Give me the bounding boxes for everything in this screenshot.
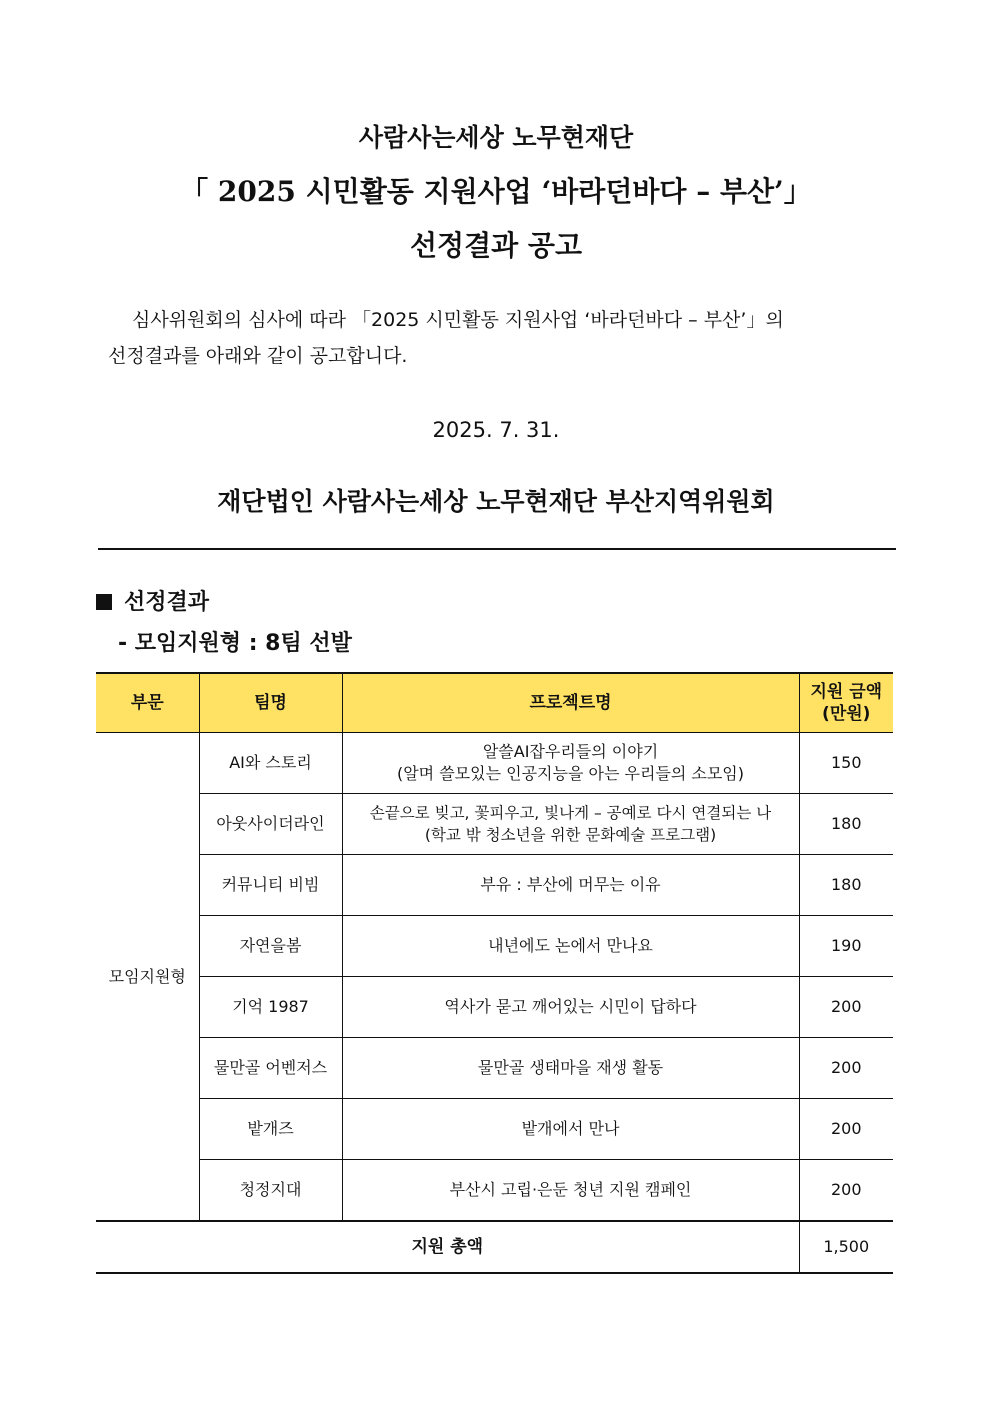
header-amount-line1: 지원 금액 bbox=[810, 682, 883, 702]
header-amount-line2: (만원) bbox=[822, 704, 871, 724]
team-cell: 청정지대 bbox=[199, 1160, 342, 1222]
total-amount: 1,500 bbox=[799, 1221, 893, 1273]
table-row bbox=[96, 916, 893, 977]
total-label: 지원 총액 bbox=[96, 1221, 799, 1273]
intro-paragraph bbox=[108, 302, 892, 374]
team-cell: 아웃사이더라인 bbox=[199, 794, 342, 855]
amount-cell: 180 bbox=[799, 855, 893, 916]
project-cell bbox=[342, 794, 799, 855]
project-line1: 알쓸AI잡우리들의 이야기 bbox=[482, 742, 659, 761]
intro-line-2: 선정결과를 아래와 같이 공고합니다. bbox=[108, 345, 408, 367]
header-team: 팀명 bbox=[199, 673, 342, 733]
amount-cell: 200 bbox=[799, 1038, 893, 1099]
table-row bbox=[96, 1038, 893, 1099]
table-row bbox=[96, 855, 893, 916]
notice-date: 2025. 7. 31. bbox=[432, 418, 560, 442]
divider bbox=[98, 548, 896, 550]
team-cell: 물만골 어벤저스 bbox=[199, 1038, 342, 1099]
team-cell: AI와 스토리 bbox=[199, 733, 342, 794]
project-cell: 밭개에서 만나 bbox=[342, 1099, 799, 1160]
amount-cell: 200 bbox=[799, 1160, 893, 1222]
notice-title: 선정결과 공고 bbox=[409, 229, 583, 262]
section-title: 선정결과 bbox=[124, 590, 210, 615]
project-line1: 손끝으로 빚고, 꽃피우고, 빛나게 – 공예로 다시 연결되는 나 bbox=[369, 804, 772, 822]
category-cell: 모임지원형 bbox=[96, 733, 199, 1222]
amount-cell: 200 bbox=[799, 1099, 893, 1160]
amount-cell: 190 bbox=[799, 916, 893, 977]
section-heading bbox=[96, 585, 209, 616]
issuing-organization: 재단법인 사람사는세상 노무현재단 부산지역위원회 bbox=[217, 487, 775, 516]
project-cell: 물만골 생태마을 재생 활동 bbox=[342, 1038, 799, 1099]
team-cell: 밭개즈 bbox=[199, 1099, 342, 1160]
total-row bbox=[96, 1221, 893, 1273]
amount-cell: 180 bbox=[799, 794, 893, 855]
team-cell: 기억 1987 bbox=[199, 977, 342, 1038]
table-row bbox=[96, 1099, 893, 1160]
project-line2: (학교 밖 청소년을 위한 문화예술 프로그램) bbox=[424, 826, 717, 844]
table-row bbox=[96, 977, 893, 1038]
amount-cell: 200 bbox=[799, 977, 893, 1038]
project-cell bbox=[342, 733, 799, 794]
project-cell: 부산시 고립·은둔 청년 지원 캠페인 bbox=[342, 1160, 799, 1222]
header-category: 부문 bbox=[96, 673, 199, 733]
team-cell: 커뮤니티 비빔 bbox=[199, 855, 342, 916]
table-row bbox=[96, 733, 893, 794]
program-title: 「 2025 시민활동 지원사업 ‘바라던바다 – 부산’」 bbox=[180, 175, 812, 208]
table-row bbox=[96, 794, 893, 855]
table-row bbox=[96, 1160, 893, 1222]
team-cell: 자연을봄 bbox=[199, 916, 342, 977]
intro-line-1: 심사위원회의 심사에 따라 「2025 시민활동 지원사업 ‘바라던바다 – 부산’」의 bbox=[132, 309, 784, 331]
org-title: 사람사는세상 노무현재단 bbox=[358, 123, 634, 152]
project-cell: 역사가 묻고 깨어있는 시민이 답하다 bbox=[342, 977, 799, 1038]
section-subtitle: - 모임지원형 : 8팀 선발 bbox=[118, 631, 352, 656]
header-project: 프로젝트명 bbox=[342, 673, 799, 733]
square-bullet-icon bbox=[96, 594, 112, 610]
table-header-row bbox=[96, 673, 893, 733]
project-cell: 내년에도 논에서 만나요 bbox=[342, 916, 799, 977]
header-amount bbox=[799, 673, 893, 733]
project-cell: 부유 : 부산에 머무는 이유 bbox=[342, 855, 799, 916]
amount-cell: 150 bbox=[799, 733, 893, 794]
project-line2: (알며 쓸모있는 인공지능을 아는 우리들의 소모임) bbox=[396, 764, 745, 783]
results-table bbox=[96, 672, 893, 1274]
